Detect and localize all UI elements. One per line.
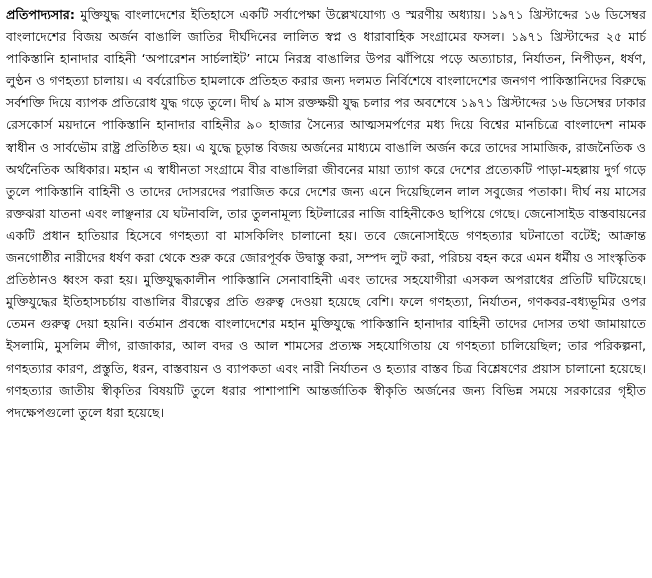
summary-label: প্রতিপাদ্যসার: (6, 7, 75, 22)
summary-paragraph (6, 4, 646, 424)
summary-text: মুক্তিযুদ্ধ বাংলাদেশের ইতিহাসে একটি সর্বাপেক্ষা উল্লেখযোগ্য ও স্মরণীয় অধ্যায়। ১৯৭১ খ্রিস্টাব্দের ১৬ ডিসেম্বর বাংলাদেশের বিজয় অর্জন বাঙালি জাতির দীর্ঘদিনের লালিত স্বপ্ন ও ধারাবাহিক সংগ্রামের ফসল। ১৯৭১ খ্রিস্টাব্দের ২৫ মার্চ পাকিস্তানি হানাদার বাহিনী ‘অপারেশন সার্চলাইট’ নামে নিরস্ত্র বাঙালির উপর ঝাঁপিয়ে পড়ে অত্যাচার, নির্যাতন, নিপীড়ন, ধর্ষণ, লুণ্ঠন ও গণহত্যা চালায়। এ বর্বরোচিত হামলাকে প্রতিহত করার জন্য দলমত নির্বিশেষে বাংলাদেশের জনগণ পাকিস্তানিদের বিরুদ্ধে সর্বশক্তি দিয়ে ব্যাপক প্রতিরোধ যুদ্ধ গড়ে তুলে। দীর্ঘ ৯ মাস রক্তক্ষয়ী যুদ্ধ চলার পর অবশেষে ১৯৭১ খ্রিস্টাব্দের ১৬ ডিসেম্বর ঢাকার রেসকোর্স ময়দানে পাকিস্তানি হানাদার বাহিনীর ৯০ হাজার সৈন্যের আত্মসমর্পণের মধ্য দিয়ে বিশ্বের মানচিত্রে বাংলাদেশ নামক স্বাধীন ও সার্বভৌম রাষ্ট্র প্রতিষ্ঠিত হয়। এ যুদ্ধে চূড়ান্ত বিজয় অর্জনের মাধ্যমে বাঙালি অর্জন করে তাদের সামাজিক, রাজনৈতিক ও অর্থনৈতিক অধিকার। মহান এ স্বাধীনতা সংগ্রামে বীর বাঙালিরা জীবনের মায়া ত্যাগ করে দেশের প্রত্যেকটি পাড়া-মহল্লায় দুর্গ গড়ে তুলে পাকিস্তানি বাহিনী ও তাদের দোসরদের পরাজিত করে দেশের জন্য এনে দিয়েছিলেন লাল সবুজের পতাকা। দীর্ঘ নয় মাসের রক্তঝরা যাতনা এবং লাঞ্ছনার যে ঘটনাবলি, তার তুলনামূল্য হিটলারের নাজি বাহিনীকেও ছাপিয়ে গেছে। জেনোসাইড বাস্তবায়নের একটি প্রধান হাতিয়ার হিসেবে গণহত্যা বা মাসকিলিং চালানো হয়। তবে জেনোসাইডে গণহত্যার ঘটনাতো বটেই; আক্রান্ত জনগোষ্ঠীর নারীদের ধর্ষণ করা থেকে শুরু করে জোরপূর্বক উদ্বাস্তু করা, সম্পদ লুট করা, পরিচয় বহন করে এমন ধর্মীয় ও সাংস্কৃতিক প্রতিষ্ঠানও ধ্বংস করা হয়। মুক্তিযুদ্ধকালীন পাকিস্তানি সেনাবাহিনী এবং তাদের সহযোগীরা এসকল অপরাধের প্রতিটি ঘটিয়েছে। মুক্তিযুদ্ধের ইতিহাসচর্চায় বাঙালির বীরত্বের প্রতি গুরুত্ব দেওয়া হয়েছে বেশি। ফলে গণহত্যা, নির্যাতন, গণকবর-বধ্যভূমির ওপর তেমন গুরুত্ব দেয়া হয়নি। বর্তমান প্রবন্ধে বাংলাদেশের মহান মুক্তিযুদ্ধে পাকিস্তানি হানাদার বাহিনী তাদের দোসর তথা জামায়াতে ইসলামি, মুসলিম লীগ, রাজাকার, আল বদর ও আল শামসের প্রত্যক্ষ সহযোগিতায় যে গণহত্যা চালিয়েছিল; তার পরিকল্পনা, গণহত্যার কারণ, প্রস্তুতি, ধরন, বাস্তবায়ন ও ব্যাপকতা এবং নারী নির্যাতন ও হত্যার বাস্তব চিত্র বিশ্লেষণের প্রয়াস চালানো হয়েছে। গণহত্যার জাতীয় স্বীকৃতির বিষয়টি তুলে ধরার পাশাপাশি আন্তর্জাতিক স্বীকৃতি অর্জনের জন্য বিভিন্ন সময়ে সরকারের গৃহীত পদক্ষেপগুলো তুলে ধরা হয়েছে। (6, 7, 646, 420)
